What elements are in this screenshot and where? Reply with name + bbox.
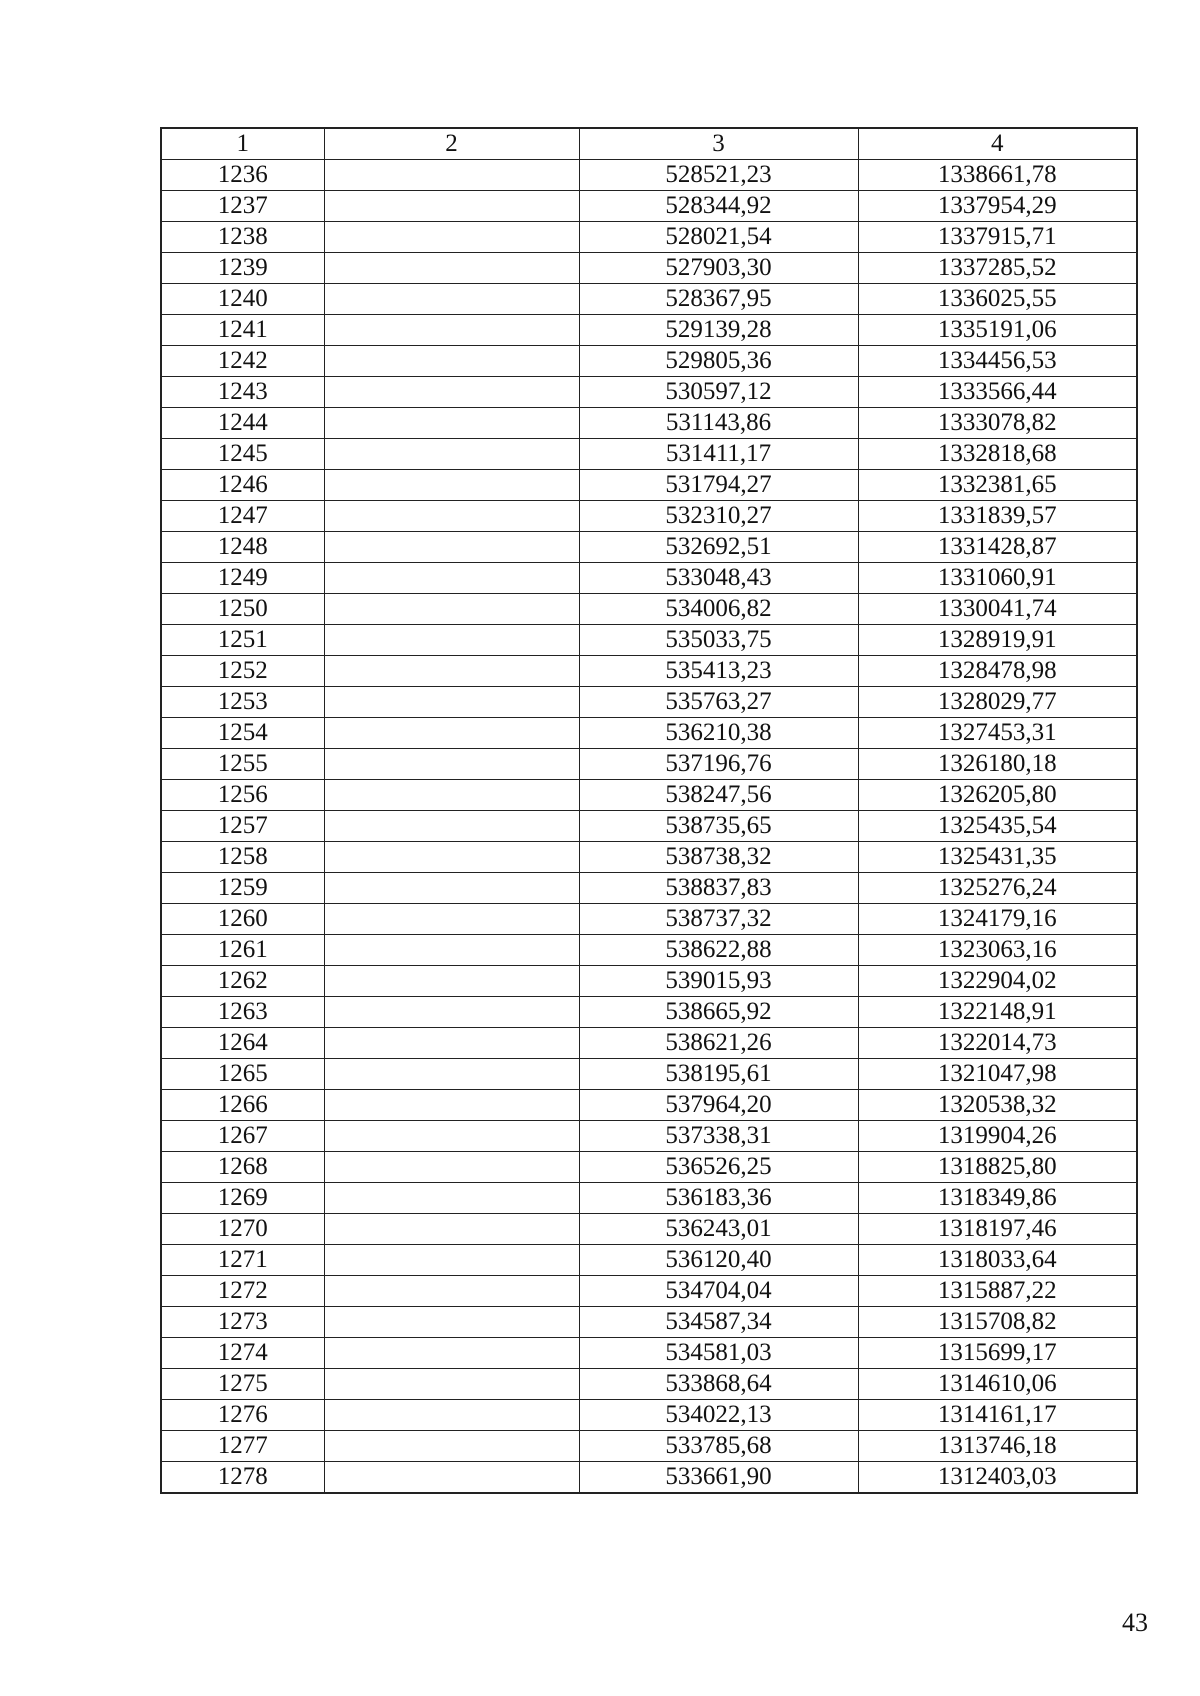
column-header-3: 3: [579, 128, 858, 160]
table-cell-col1: 1250: [161, 594, 324, 625]
table-cell-col1: 1237: [161, 191, 324, 222]
table-cell-col2: [324, 563, 579, 594]
table-cell-col3: 528021,54: [579, 222, 858, 253]
table-cell-col1: 1278: [161, 1462, 324, 1494]
table-cell-col3: 528344,92: [579, 191, 858, 222]
table-cell-col2: [324, 1028, 579, 1059]
table-cell-col2: [324, 811, 579, 842]
table-cell-col1: 1241: [161, 315, 324, 346]
table-cell-col4: 1331060,91: [858, 563, 1137, 594]
table-row: [161, 346, 1137, 377]
table-cell-col2: [324, 501, 579, 532]
table-row: [161, 253, 1137, 284]
table-cell-col2: [324, 935, 579, 966]
table-cell-col2: [324, 718, 579, 749]
table-cell-col1: 1265: [161, 1059, 324, 1090]
table-cell-col4: 1322148,91: [858, 997, 1137, 1028]
table-cell-col3: 538837,83: [579, 873, 858, 904]
table-cell-col2: [324, 1245, 579, 1276]
table-cell-col1: 1251: [161, 625, 324, 656]
table-cell-col3: 530597,12: [579, 377, 858, 408]
table-cell-col2: [324, 470, 579, 501]
table-cell-col4: 1323063,16: [858, 935, 1137, 966]
table-cell-col1: 1259: [161, 873, 324, 904]
table-cell-col2: [324, 625, 579, 656]
table-cell-col3: 528367,95: [579, 284, 858, 315]
table-cell-col3: 536526,25: [579, 1152, 858, 1183]
table-cell-col3: 533868,64: [579, 1369, 858, 1400]
table-cell-col1: 1270: [161, 1214, 324, 1245]
table-cell-col2: [324, 377, 579, 408]
table-row: [161, 191, 1137, 222]
table-cell-col2: [324, 160, 579, 191]
table-cell-col1: 1262: [161, 966, 324, 997]
table-cell-col3: 535763,27: [579, 687, 858, 718]
table-cell-col3: 538621,26: [579, 1028, 858, 1059]
table-cell-col3: 537338,31: [579, 1121, 858, 1152]
table-row: [161, 408, 1137, 439]
table-cell-col1: 1246: [161, 470, 324, 501]
table-row: [161, 439, 1137, 470]
table-cell-col1: 1258: [161, 842, 324, 873]
table-cell-col3: 528521,23: [579, 160, 858, 191]
table-row: [161, 532, 1137, 563]
table-cell-col1: 1264: [161, 1028, 324, 1059]
table-cell-col1: 1277: [161, 1431, 324, 1462]
table-cell-col1: 1260: [161, 904, 324, 935]
table-cell-col1: 1240: [161, 284, 324, 315]
table-cell-col1: 1245: [161, 439, 324, 470]
table-cell-col2: [324, 532, 579, 563]
table-row: [161, 470, 1137, 501]
table-row: [161, 501, 1137, 532]
table-cell-col3: 534581,03: [579, 1338, 858, 1369]
table-cell-col2: [324, 1121, 579, 1152]
table-cell-col2: [324, 346, 579, 377]
table-row: [161, 656, 1137, 687]
table-cell-col3: 534022,13: [579, 1400, 858, 1431]
table-cell-col3: 537964,20: [579, 1090, 858, 1121]
table-cell-col1: 1255: [161, 749, 324, 780]
table-cell-col4: 1335191,06: [858, 315, 1137, 346]
table-row: [161, 1369, 1137, 1400]
table-cell-col4: 1328478,98: [858, 656, 1137, 687]
table-cell-col3: 534704,04: [579, 1276, 858, 1307]
table-cell-col3: 538247,56: [579, 780, 858, 811]
table-row: [161, 842, 1137, 873]
table-cell-col1: 1244: [161, 408, 324, 439]
table-cell-col4: 1321047,98: [858, 1059, 1137, 1090]
table-cell-col3: 533785,68: [579, 1431, 858, 1462]
table-row: [161, 377, 1137, 408]
table-cell-col2: [324, 1400, 579, 1431]
table-cell-col2: [324, 1183, 579, 1214]
table-cell-col2: [324, 1338, 579, 1369]
table-row: [161, 811, 1137, 842]
table-cell-col3: 538735,65: [579, 811, 858, 842]
table-cell-col4: 1320538,32: [858, 1090, 1137, 1121]
table-cell-col4: 1318825,80: [858, 1152, 1137, 1183]
column-header-4: 4: [858, 128, 1137, 160]
table-row: [161, 315, 1137, 346]
table-cell-col2: [324, 873, 579, 904]
table-row: [161, 1245, 1137, 1276]
table-cell-col2: [324, 594, 579, 625]
table-cell-col2: [324, 315, 579, 346]
table-cell-col4: 1319904,26: [858, 1121, 1137, 1152]
table-row: [161, 873, 1137, 904]
table-cell-col2: [324, 842, 579, 873]
table-cell-col4: 1318033,64: [858, 1245, 1137, 1276]
table-cell-col3: 531411,17: [579, 439, 858, 470]
table-cell-col4: 1328029,77: [858, 687, 1137, 718]
table-cell-col2: [324, 1276, 579, 1307]
table-cell-col3: 527903,30: [579, 253, 858, 284]
table-row: [161, 687, 1137, 718]
table-cell-col3: 533048,43: [579, 563, 858, 594]
table-cell-col3: 534587,34: [579, 1307, 858, 1338]
table-cell-col2: [324, 780, 579, 811]
table-row: [161, 1431, 1137, 1462]
table-cell-col3: 529139,28: [579, 315, 858, 346]
table-cell-col1: 1257: [161, 811, 324, 842]
table-cell-col4: 1328919,91: [858, 625, 1137, 656]
table-row: [161, 997, 1137, 1028]
table-cell-col1: 1243: [161, 377, 324, 408]
table-cell-col3: 538195,61: [579, 1059, 858, 1090]
table-cell-col4: 1333078,82: [858, 408, 1137, 439]
table-row: [161, 935, 1137, 966]
table-cell-col1: 1273: [161, 1307, 324, 1338]
table-cell-col4: 1314610,06: [858, 1369, 1137, 1400]
table-row: [161, 594, 1137, 625]
table-cell-col4: 1318197,46: [858, 1214, 1137, 1245]
table-cell-col3: 535413,23: [579, 656, 858, 687]
table-body: [161, 160, 1137, 1494]
table-cell-col3: 538738,32: [579, 842, 858, 873]
table-cell-col2: [324, 1431, 579, 1462]
table-header: [161, 128, 1137, 160]
table-cell-col2: [324, 997, 579, 1028]
table-row: [161, 1276, 1137, 1307]
table-cell-col4: 1322904,02: [858, 966, 1137, 997]
table-cell-col4: 1325435,54: [858, 811, 1137, 842]
table-cell-col3: 538622,88: [579, 935, 858, 966]
table-row: [161, 284, 1137, 315]
table-row: [161, 1400, 1137, 1431]
page-number: 43: [1122, 1608, 1148, 1637]
table-row: [161, 222, 1137, 253]
table-cell-col2: [324, 1152, 579, 1183]
table-cell-col4: 1325276,24: [858, 873, 1137, 904]
table-cell-col4: 1313746,18: [858, 1431, 1137, 1462]
table-cell-col2: [324, 191, 579, 222]
table-cell-col1: 1267: [161, 1121, 324, 1152]
table-row: [161, 749, 1137, 780]
table-cell-col4: 1326205,80: [858, 780, 1137, 811]
table-cell-col4: 1333566,44: [858, 377, 1137, 408]
table-cell-col4: 1338661,78: [858, 160, 1137, 191]
table-cell-col3: 537196,76: [579, 749, 858, 780]
table-row: [161, 625, 1137, 656]
table-cell-col3: 531143,86: [579, 408, 858, 439]
table-cell-col3: 538737,32: [579, 904, 858, 935]
table-cell-col4: 1334456,53: [858, 346, 1137, 377]
table-row: [161, 966, 1137, 997]
table-cell-col4: 1332818,68: [858, 439, 1137, 470]
table-cell-col1: 1238: [161, 222, 324, 253]
table-cell-col2: [324, 222, 579, 253]
table-cell-col1: 1252: [161, 656, 324, 687]
table-cell-col1: 1268: [161, 1152, 324, 1183]
table-cell-col3: 536183,36: [579, 1183, 858, 1214]
table-row: [161, 1059, 1137, 1090]
table-cell-col2: [324, 1059, 579, 1090]
table-cell-col2: [324, 439, 579, 470]
table-cell-col4: 1337915,71: [858, 222, 1137, 253]
table-cell-col4: 1315708,82: [858, 1307, 1137, 1338]
table-cell-col4: 1318349,86: [858, 1183, 1137, 1214]
table-cell-col4: 1324179,16: [858, 904, 1137, 935]
table-cell-col1: 1254: [161, 718, 324, 749]
table-cell-col3: 532310,27: [579, 501, 858, 532]
table-cell-col2: [324, 966, 579, 997]
table-cell-col4: 1337285,52: [858, 253, 1137, 284]
table-cell-col1: 1272: [161, 1276, 324, 1307]
table-cell-col3: 538665,92: [579, 997, 858, 1028]
header-row: [161, 128, 1137, 160]
table-cell-col4: 1336025,55: [858, 284, 1137, 315]
table-cell-col3: 539015,93: [579, 966, 858, 997]
table-cell-col1: 1236: [161, 160, 324, 191]
table-row: [161, 1028, 1137, 1059]
table-cell-col3: 535033,75: [579, 625, 858, 656]
table-cell-col2: [324, 284, 579, 315]
table-cell-col2: [324, 1369, 579, 1400]
table-cell-col1: 1263: [161, 997, 324, 1028]
table-cell-col4: 1331839,57: [858, 501, 1137, 532]
table-cell-col2: [324, 253, 579, 284]
table-cell-col1: 1269: [161, 1183, 324, 1214]
table-row: [161, 1121, 1137, 1152]
table-cell-col4: 1315887,22: [858, 1276, 1137, 1307]
table-cell-col3: 536120,40: [579, 1245, 858, 1276]
table-cell-col1: 1242: [161, 346, 324, 377]
table-cell-col1: 1248: [161, 532, 324, 563]
table-cell-col3: 534006,82: [579, 594, 858, 625]
table-cell-col4: 1331428,87: [858, 532, 1137, 563]
table-cell-col2: [324, 408, 579, 439]
coordinates-table: [160, 127, 1138, 1494]
table-row: [161, 563, 1137, 594]
table-cell-col1: 1256: [161, 780, 324, 811]
table-cell-col2: [324, 1090, 579, 1121]
table-cell-col2: [324, 1214, 579, 1245]
table-row: [161, 1183, 1137, 1214]
table-row: [161, 1152, 1137, 1183]
table-row: [161, 1307, 1137, 1338]
table-cell-col3: 531794,27: [579, 470, 858, 501]
table-cell-col4: 1315699,17: [858, 1338, 1137, 1369]
table-row: [161, 1090, 1137, 1121]
table-cell-col3: 536210,38: [579, 718, 858, 749]
table-row: [161, 780, 1137, 811]
table-cell-col3: 536243,01: [579, 1214, 858, 1245]
table-cell-col1: 1274: [161, 1338, 324, 1369]
table-cell-col3: 533661,90: [579, 1462, 858, 1494]
column-header-2: 2: [324, 128, 579, 160]
table-cell-col2: [324, 749, 579, 780]
table-cell-col4: 1337954,29: [858, 191, 1137, 222]
table-cell-col3: 532692,51: [579, 532, 858, 563]
table-cell-col4: 1332381,65: [858, 470, 1137, 501]
table-row: [161, 1338, 1137, 1369]
table-cell-col2: [324, 1462, 579, 1494]
table-cell-col4: 1330041,74: [858, 594, 1137, 625]
table-cell-col4: 1325431,35: [858, 842, 1137, 873]
table-cell-col2: [324, 904, 579, 935]
table-cell-col1: 1249: [161, 563, 324, 594]
table-cell-col1: 1247: [161, 501, 324, 532]
table-row: [161, 1462, 1137, 1494]
table-cell-col4: 1312403,03: [858, 1462, 1137, 1494]
table-cell-col2: [324, 687, 579, 718]
table-cell-col4: 1326180,18: [858, 749, 1137, 780]
table-row: [161, 718, 1137, 749]
table-cell-col2: [324, 656, 579, 687]
table-cell-col2: [324, 1307, 579, 1338]
table-row: [161, 1214, 1137, 1245]
table-cell-col1: 1271: [161, 1245, 324, 1276]
table-cell-col1: 1266: [161, 1090, 324, 1121]
table-cell-col1: 1253: [161, 687, 324, 718]
table-cell-col3: 529805,36: [579, 346, 858, 377]
table-cell-col4: 1327453,31: [858, 718, 1137, 749]
column-header-1: 1: [161, 128, 324, 160]
table-cell-col1: 1275: [161, 1369, 324, 1400]
table-cell-col1: 1276: [161, 1400, 324, 1431]
table-cell-col4: 1314161,17: [858, 1400, 1137, 1431]
table-cell-col4: 1322014,73: [858, 1028, 1137, 1059]
table-row: [161, 160, 1137, 191]
table-cell-col1: 1239: [161, 253, 324, 284]
table-cell-col1: 1261: [161, 935, 324, 966]
table-row: [161, 904, 1137, 935]
